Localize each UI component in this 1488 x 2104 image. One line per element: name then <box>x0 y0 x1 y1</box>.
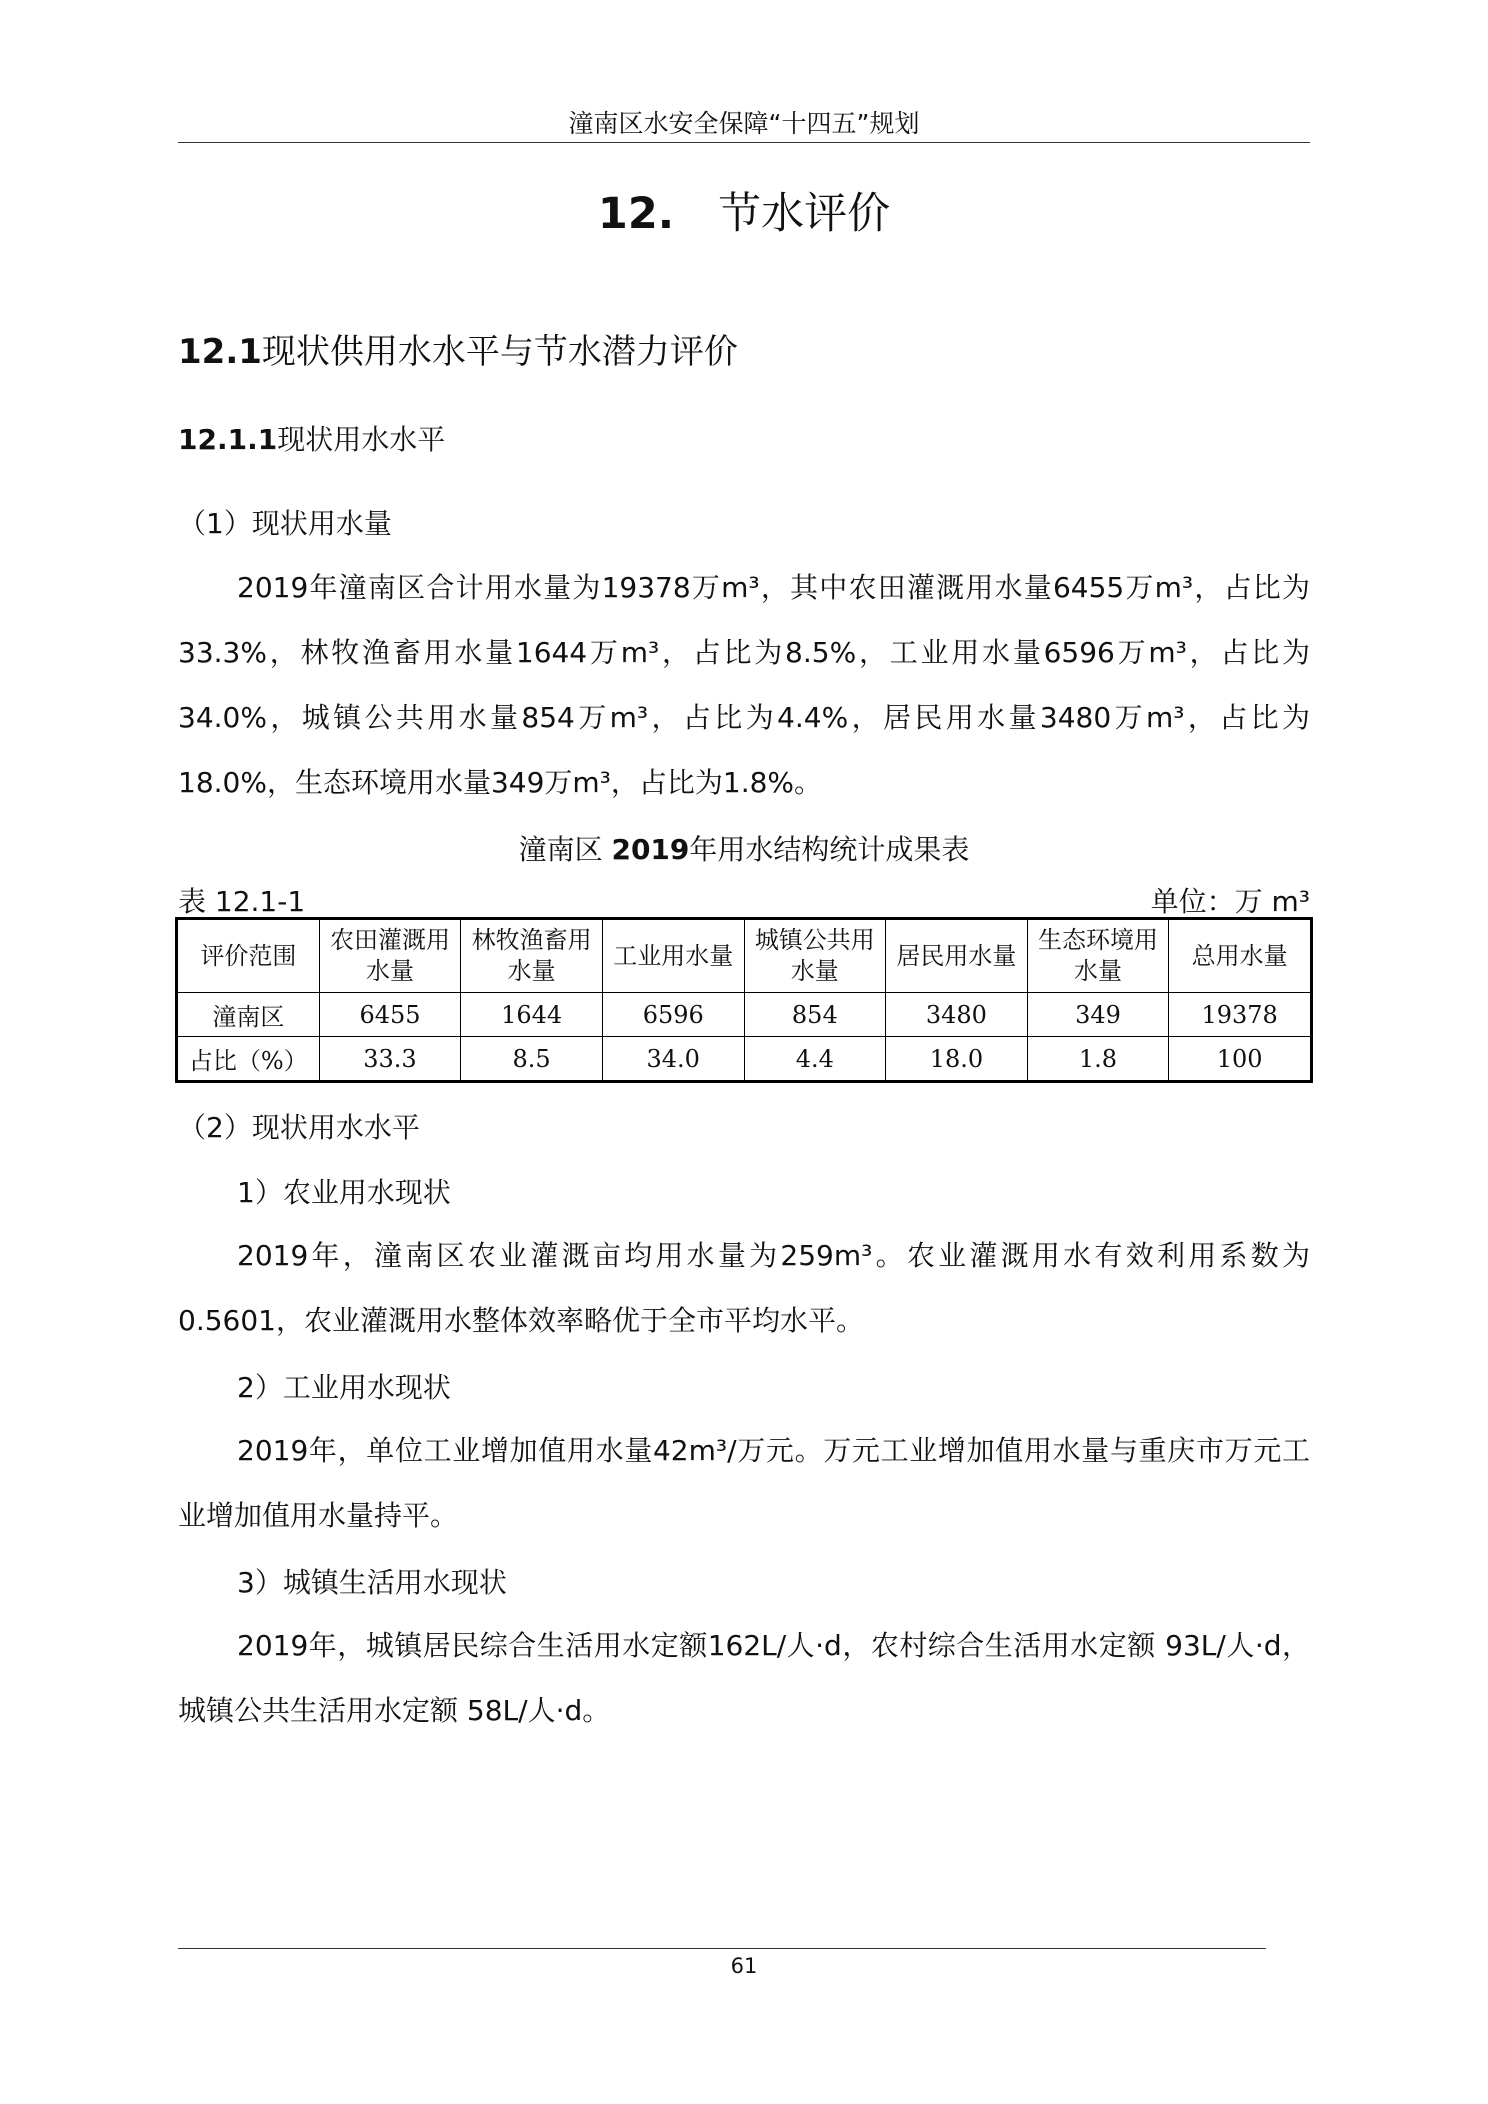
chapter-number: 12. <box>597 189 675 239</box>
table-cell: 349 <box>1027 993 1169 1037</box>
table-cell: 1644 <box>461 993 603 1037</box>
section-number: 12.1 <box>178 332 262 372</box>
table-title-year: 2019 <box>611 833 690 866</box>
table-row <box>177 1037 1312 1082</box>
table-cell: 潼南区 <box>177 993 320 1037</box>
page-number: 61 <box>730 1954 758 1978</box>
table-unit: 单位：万 m³ <box>1150 885 1310 918</box>
part1-heading: （1）现状用水量 <box>178 507 392 540</box>
item2-heading: 2）工业用水现状 <box>237 1371 451 1404</box>
section-title: 现状供用水水平与节水潜力评价 <box>261 332 738 372</box>
header-divider <box>178 142 1310 143</box>
water-structure-table <box>175 917 1313 1083</box>
table-cell: 854 <box>744 993 886 1037</box>
chapter-heading <box>178 180 1310 241</box>
item2-paragraph: 2019年，单位工业增加值用水量42m³/万元。万元工业增加值用水量与重庆市万元工业增加值用水量持平。 <box>178 1434 1310 1532</box>
table-cell: 100 <box>1169 1037 1312 1082</box>
table-header-cell: 农田灌溉用水量 <box>319 919 461 993</box>
item1-paragraph: 2019年，潼南区农业灌溉亩均用水量为259m³。农业灌溉用水有效利用系数为0.5601，农业灌溉用水整体效率略优于全市平均水平。 <box>178 1239 1310 1337</box>
subsection-title: 现状用水水平 <box>277 423 446 456</box>
part1-paragraph: 2019年潼南区合计用水量为19378万m³，其中农田灌溉用水量6455万m³，占比为33.3%，林牧渔畜用水量1644万m³，占比为8.5%，工业用水量6596万m³，占比为34.0%，城镇公共用水量854万m³，占比为4.4%，居民用水量3480万m³，占比为18.0%，生态环境用水量349万m³，占比为1.8%。 <box>178 571 1310 799</box>
running-header: 潼南区水安全保障“十四五”规划 <box>568 109 920 138</box>
section-heading <box>178 324 738 373</box>
table-row <box>177 993 1312 1037</box>
subsection-number: 12.1.1 <box>178 423 278 456</box>
table-title-prefix: 潼南区 <box>518 833 612 866</box>
table-header-cell: 城镇公共用水量 <box>744 919 886 993</box>
table-header-cell: 总用水量 <box>1169 919 1312 993</box>
table-cell: 8.5 <box>461 1037 603 1082</box>
table-cell: 18.0 <box>886 1037 1028 1082</box>
table-cell: 6455 <box>319 993 461 1037</box>
item3-paragraph: 2019年，城镇居民综合生活用水定额162L/人·d，农村综合生活用水定额 93L/人·d，城镇公共生活用水定额 58L/人·d。 <box>178 1629 1310 1727</box>
part2-heading: （2）现状用水水平 <box>178 1111 420 1144</box>
table-title-suffix: 年用水结构统计成果表 <box>689 833 970 866</box>
table-cell: 占比（%） <box>177 1037 320 1082</box>
table-header-cell: 居民用水量 <box>886 919 1028 993</box>
table-cell: 4.4 <box>744 1037 886 1082</box>
table-cell: 3480 <box>886 993 1028 1037</box>
table-header-cell: 林牧渔畜用水量 <box>461 919 603 993</box>
footer-divider <box>178 1948 1266 1949</box>
table-cell: 19378 <box>1169 993 1312 1037</box>
table-header-cell: 生态环境用水量 <box>1027 919 1169 993</box>
table-header-cell: 评价范围 <box>177 919 320 993</box>
table-cell: 34.0 <box>602 1037 744 1082</box>
table-cell: 33.3 <box>319 1037 461 1082</box>
table-id: 表 12.1-1 <box>178 885 306 918</box>
table-cell: 1.8 <box>1027 1037 1169 1082</box>
table-header-cell: 工业用水量 <box>602 919 744 993</box>
table-header-row <box>177 919 1312 993</box>
table-title <box>178 828 1310 868</box>
item3-heading: 3）城镇生活用水现状 <box>237 1566 507 1599</box>
chapter-title: 节水评价 <box>718 189 891 239</box>
table-cell: 6596 <box>602 993 744 1037</box>
subsection-heading <box>178 418 445 458</box>
item1-heading: 1）农业用水现状 <box>237 1176 451 1209</box>
